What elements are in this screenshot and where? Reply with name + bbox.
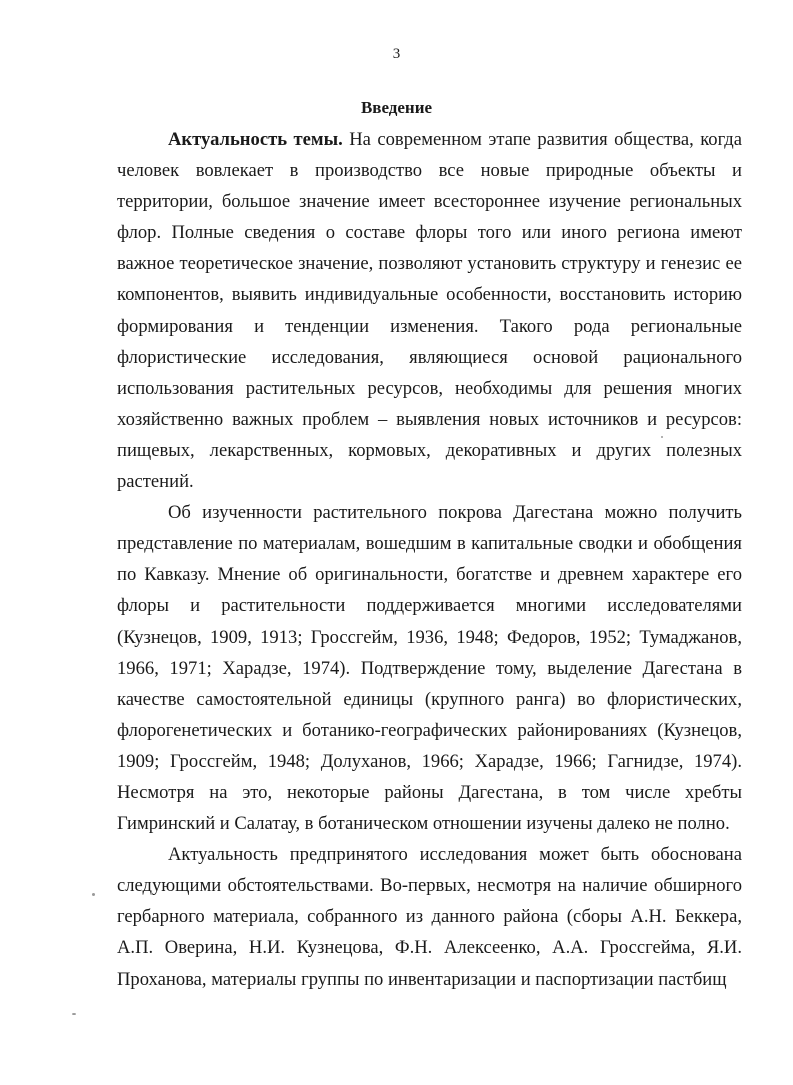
paragraph bbox=[117, 497, 742, 839]
scan-speck bbox=[72, 1013, 76, 1015]
paragraph-lead: Актуальность темы. bbox=[168, 129, 343, 150]
paragraph-text: На современном этапе развития общества, когда человек вовлекает в производство все новые природные объекты и территории, большое значение имеет всестороннее изучение региональных флор. Полные сведения о составе флоры того или иного региона имеют важное теоретическое значение, позволяют установить структуру и генезис ее компонентов, выявить индивидуальные особенности, восстановить историю формирования и тенденции изменения. Такого рода региональные флористические исследования, являющиеся основой рационального использования растительных ресурсов, необходимы для решения многих хозяйственно важных проблем – выявления новых источников и ресурсов: пищевых, лекарственных, кормовых, декоративных и других полезных растений. bbox=[117, 129, 742, 493]
section-heading: Введение bbox=[360, 98, 433, 117]
paragraph bbox=[117, 839, 742, 994]
scan-speck bbox=[661, 436, 663, 438]
paragraph bbox=[117, 124, 742, 497]
scan-speck bbox=[92, 893, 95, 896]
paragraph-text: Об изученности растительного покрова Дагестана можно получить представление по материалам, вошедшим в капитальные сводки и обобщения по Кавказу. Мнение об оригинальности, богатстве и древнем характере его флоры и растительности поддерживается многими исследователями (Кузнецов, 1909, 1913; Гроссгейм, 1936, 1948; Федоров, 1952; Тумаджанов, 1966, 1971; Харадзе, 1974). Подтверждение тому, выделение Дагестана в качестве самостоятельной единицы (крупного ранга) во флористических, флорогенетических и ботанико-географических районированиях (Кузнецов, 1909; Гроссгейм, 1948; Долуханов, 1966; Харадзе, 1966; Гагнидзе, 1974). Несмотря на это, некоторые районы Дагестана, в том числе хребты Гимринский и Салатау, в ботаническом отношении изучены далеко не полно. bbox=[117, 502, 742, 835]
body-text bbox=[117, 124, 742, 995]
page-number: 3 bbox=[392, 46, 401, 62]
paragraph-text: Актуальность предпринятого исследования может быть обоснована следующими обстоятельствами. Во-первых, несмотря на наличие обширного гербарного материала, собранного из данного района (сборы А.Н. Беккера, А.П. Оверина, Н.И. Кузнецова, Ф.Н. Алексеенко, А.А. Гроссгейма, Я.И. Проханова, материалы группы по инвентаризации и паспортизации пастбищ bbox=[117, 844, 742, 990]
